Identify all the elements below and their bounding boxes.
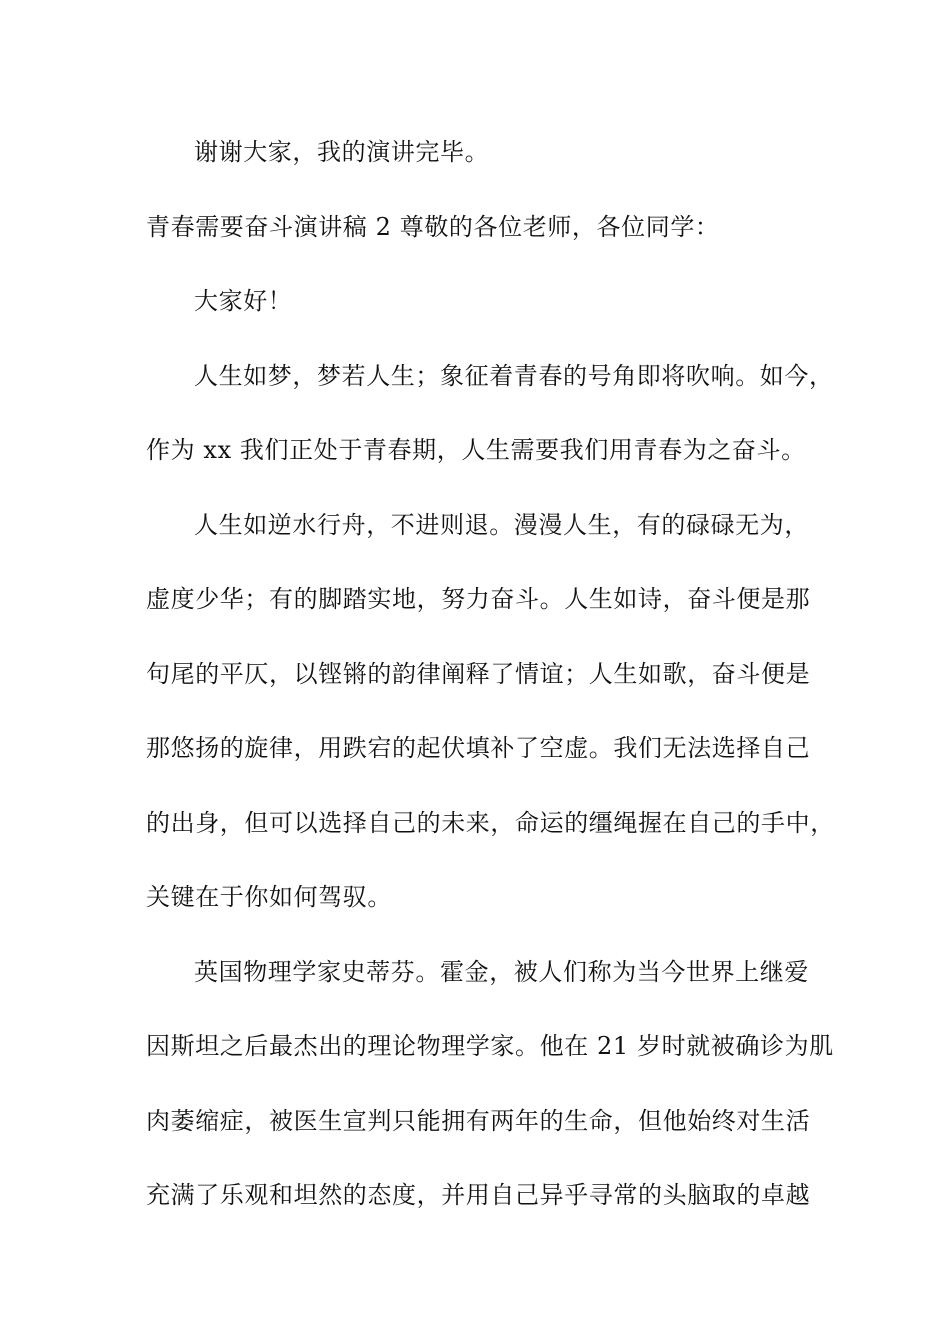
greeting-line: 大家好！ <box>194 287 293 315</box>
paragraph-2-line-4: 那悠扬的旋律，用跌宕的起伏填补了空虚。我们无法选择自己 <box>146 734 811 762</box>
paragraph-1-line-2: 作为 xx 我们正处于青春期，人生需要我们用青春为之奋斗。 <box>146 436 806 464</box>
paragraph-3-line-2: 因斯坦之后最杰出的理论物理学家。他在 21 岁时就被确诊为肌 <box>146 1032 834 1060</box>
paragraph-2-line-6: 关键在于你如何驾驭。 <box>146 883 392 911</box>
paragraph-3-line-3: 肉萎缩症，被医生宣判只能拥有两年的生命，但他始终对生活 <box>146 1107 811 1135</box>
closing-line: 谢谢大家，我的演讲完毕。 <box>194 138 490 166</box>
paragraph-2-line-2: 虚度少华；有的脚踏实地，努力奋斗。人生如诗，奋斗便是那 <box>146 585 811 613</box>
paragraph-2-line-3: 句尾的平仄，以铿锵的韵律阐释了情谊；人生如歌，奋斗便是 <box>146 660 811 688</box>
paragraph-3-line-1: 英国物理学家史蒂芬。霍金，被人们称为当今世界上继爱 <box>194 958 809 986</box>
paragraph-3-line-4: 充满了乐观和坦然的态度，并用自己异乎寻常的头脑取的卓越 <box>146 1181 811 1209</box>
paragraph-1-line-1: 人生如梦，梦若人生；象征着青春的号角即将吹响。如今， <box>194 362 834 390</box>
speech-title-line: 青春需要奋斗演讲稿 2 尊敬的各位老师，各位同学： <box>146 213 720 241</box>
paragraph-2-line-5: 的出身，但可以选择自己的未来，命运的缰绳握在自己的手中， <box>146 809 835 837</box>
paragraph-2-line-1: 人生如逆水行舟，不进则退。漫漫人生，有的碌碌无为， <box>194 511 809 539</box>
